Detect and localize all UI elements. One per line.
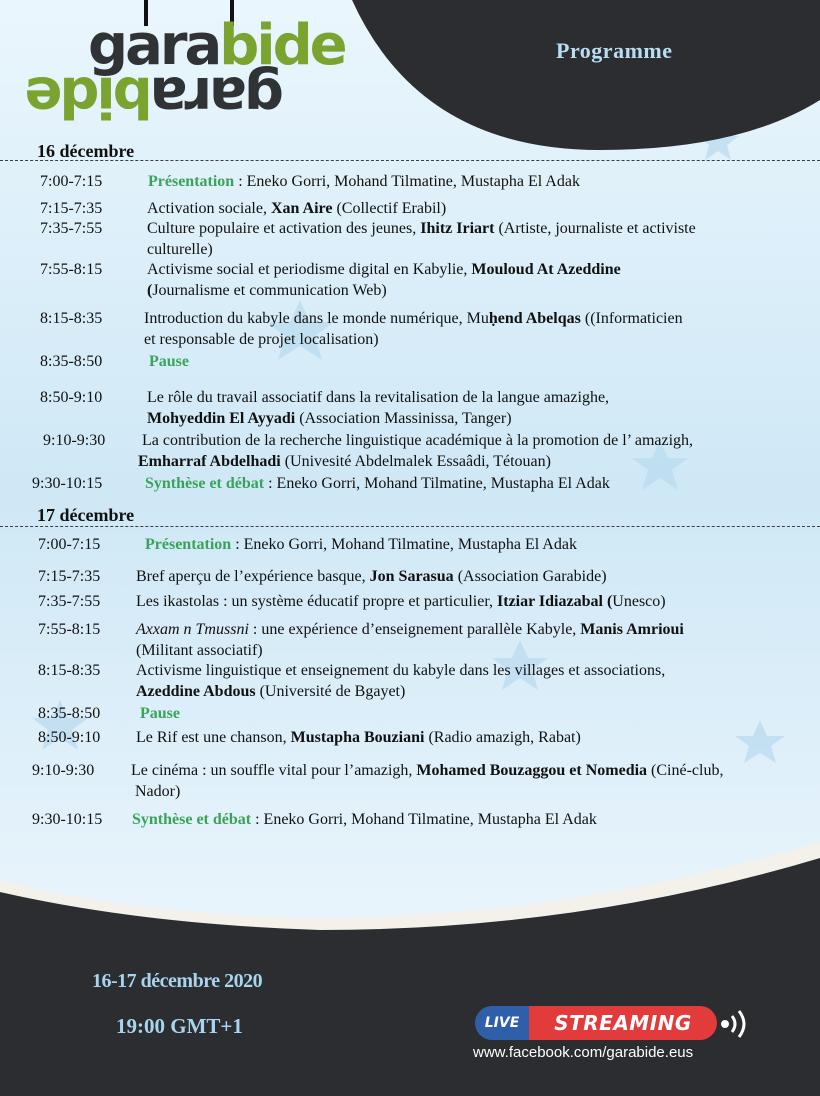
event-dates: 16-17 décembre 2020 bbox=[92, 970, 263, 992]
time-slot: 7:00-7:15 bbox=[40, 173, 103, 190]
page-title: Programme bbox=[556, 38, 673, 63]
time-slot: 7:35-7:55 bbox=[40, 220, 103, 237]
time-slot: 7:00-7:15 bbox=[38, 536, 101, 553]
time-slot: 8:50-9:10 bbox=[38, 729, 101, 746]
time-slot: 8:15-8:35 bbox=[38, 662, 101, 679]
session-desc: Pause bbox=[149, 353, 189, 370]
time-slot: 8:15-8:35 bbox=[40, 310, 103, 327]
session-desc: Synthèse et débat : Eneko Gorri, Mohand Tilmatine, Mustapha El Adak bbox=[132, 811, 597, 828]
time-slot: 9:10-9:30 bbox=[43, 432, 106, 449]
session-desc: Pause bbox=[140, 705, 180, 722]
session-desc: Le rôle du travail associatif dans la revitalisation de la langue amazighe, Mohyeddin El Ayyadi (Association Massinissa, Tanger) bbox=[147, 389, 610, 427]
logo-wordmark: garabide bbox=[88, 13, 345, 78]
session-desc: Activisme social et periodisme digital en Kabylie, Mouloud At Azeddine (Journalisme et communication Web) bbox=[147, 261, 621, 299]
session-desc: Bref aperçu de l’expérience basque, Jon Sarasua (Association Garabide) bbox=[136, 568, 607, 585]
time-slot: 8:50-9:10 bbox=[40, 389, 103, 406]
time-slot: 7:15-7:35 bbox=[40, 200, 103, 217]
session-desc: Le cinéma : un souffle vital pour l’amazigh, Mohamed Bouzaggou et Nomedia (Ciné-club, Nador) bbox=[131, 762, 724, 800]
time-slot: 7:15-7:35 bbox=[38, 568, 101, 585]
session-desc: Culture populaire et activation des jeunes, Ihitz Iriart (Artiste, journaliste et activiste culturelle) bbox=[147, 220, 696, 258]
session-desc: Le Rif est une chanson, Mustapha Bouziani (Radio amazigh, Rabat) bbox=[136, 729, 581, 746]
session-desc: Synthèse et débat : Eneko Gorri, Mohand Tilmatine, Mustapha El Adak bbox=[145, 475, 610, 492]
session-desc: Introduction du kabyle dans le monde numérique, Muḥend Abelqas ((Informaticien et responsable de projet localisation) bbox=[144, 310, 683, 348]
session-desc: Axxam n Tmussni : une expérience d’enseignement parallèle Kabyle, Manis Amrioui (Militant associatif) bbox=[136, 621, 684, 659]
time-slot: 7:55-8:15 bbox=[38, 621, 101, 638]
session-desc: Présentation : Eneko Gorri, Mohand Tilmatine, Mustapha El Adak bbox=[145, 536, 577, 553]
day-heading-16: 16 décembre bbox=[37, 141, 135, 161]
time-slot: 8:35-8:50 bbox=[40, 353, 103, 370]
time-slot: 8:35-8:50 bbox=[38, 705, 101, 722]
session-desc: Activation sociale, Xan Aire (Collectif Erabil) bbox=[147, 200, 447, 217]
time-slot: 9:30-10:15 bbox=[32, 475, 103, 492]
session-desc: Présentation : Eneko Gorri, Mohand Tilmatine, Mustapha El Adak bbox=[148, 173, 580, 190]
time-slot: 9:30-10:15 bbox=[32, 811, 103, 828]
garabide-logo bbox=[27, 0, 345, 140]
session-desc: Activisme linguistique et enseignement du kabyle dans les villages et associations, Azeddine Abdous (Université de Bgayet) bbox=[136, 662, 666, 700]
live-label: LIVE bbox=[475, 1006, 529, 1040]
event-time: 19:00 GMT+1 bbox=[116, 1014, 243, 1038]
time-slot: 7:35-7:55 bbox=[38, 593, 101, 610]
time-slot: 7:55-8:15 bbox=[40, 261, 103, 278]
broadcast-icon bbox=[719, 1006, 755, 1042]
logo-wordmark-mirror: garabide bbox=[27, 64, 284, 129]
divider bbox=[0, 160, 820, 161]
session-desc: La contribution de la recherche linguistique académique à la promotion de l’ amazigh, Emharraf Abdelhadi (Univesité Abdelmalek Essaâdi, Tétouan) bbox=[138, 432, 694, 470]
day-heading-17: 17 décembre bbox=[37, 505, 135, 525]
time-slot: 9:10-9:30 bbox=[32, 762, 95, 779]
session-desc: Les ikastolas : un système éducatif propre et particulier, Itziar Idiazabal (Unesco) bbox=[136, 593, 666, 610]
live-streaming-badge[interactable] bbox=[473, 1004, 763, 1074]
facebook-link[interactable]: www.facebook.com/garabide.eus bbox=[473, 1044, 694, 1061]
divider bbox=[0, 526, 820, 527]
streaming-label: STREAMING bbox=[529, 1006, 717, 1040]
